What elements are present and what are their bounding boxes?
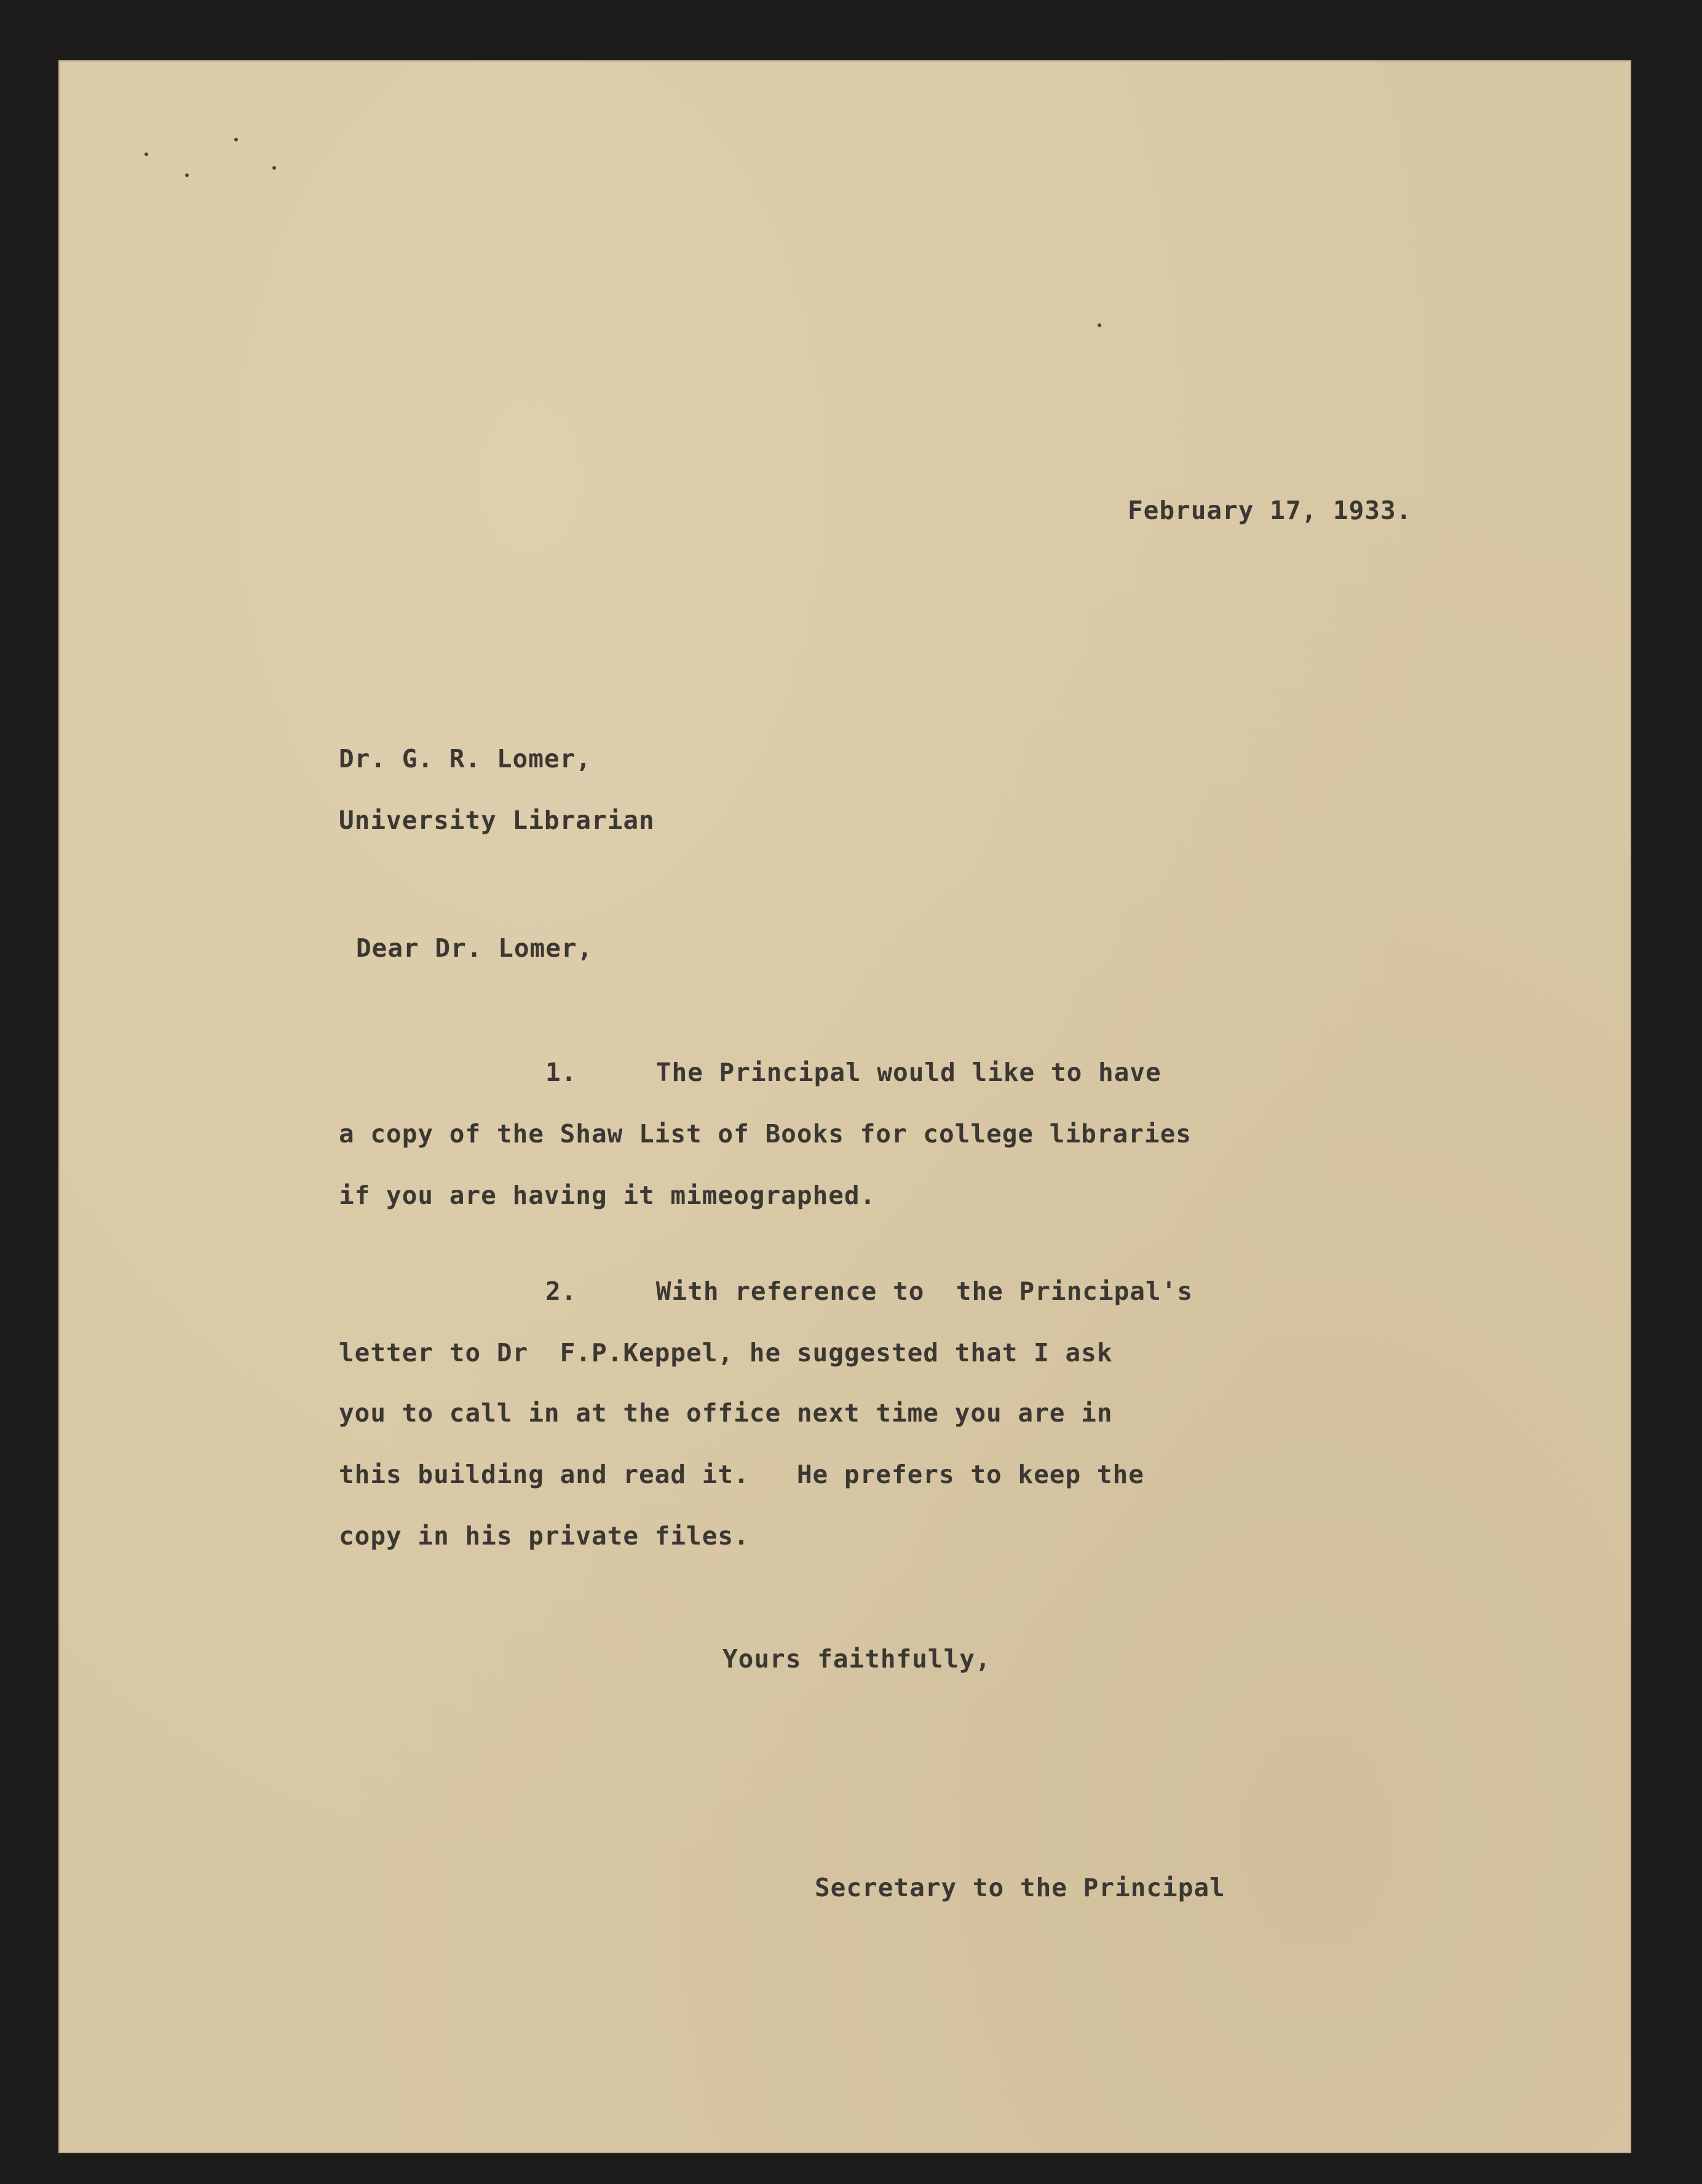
paragraph-1-line-1: 1. The Principal would like to have bbox=[545, 1058, 1162, 1087]
closing: Yours faithfully, bbox=[722, 1644, 991, 1674]
paragraph-1-line-2: a copy of the Shaw List of Books for college libraries bbox=[339, 1119, 1192, 1149]
letter-date: February 17, 1933. bbox=[1128, 496, 1412, 525]
signature-title: Secretary to the Principal bbox=[815, 1873, 1225, 1902]
paragraph-2-line-2: letter to Dr F.P.Keppel, he suggested that I ask bbox=[339, 1338, 1113, 1367]
ink-speck bbox=[272, 166, 276, 170]
recipient-title: University Librarian bbox=[339, 805, 655, 835]
paragraph-2-line-4: this building and read it. He prefers to keep the bbox=[339, 1460, 1144, 1489]
letter-page bbox=[58, 60, 1631, 2153]
ink-speck bbox=[1098, 323, 1101, 327]
paragraph-2-line-3: you to call in at the office next time you are in bbox=[339, 1398, 1113, 1428]
salutation: Dear Dr. Lomer, bbox=[356, 933, 593, 963]
ink-speck bbox=[144, 152, 148, 156]
paragraph-2-line-5: copy in his private files. bbox=[339, 1521, 750, 1551]
paragraph-2-line-1: 2. With reference to the Principal's bbox=[545, 1276, 1193, 1306]
ink-speck bbox=[185, 173, 189, 177]
paragraph-1-line-3: if you are having it mimeographed. bbox=[339, 1181, 876, 1210]
ink-speck bbox=[234, 138, 238, 141]
recipient-name: Dr. G. R. Lomer, bbox=[339, 744, 592, 774]
